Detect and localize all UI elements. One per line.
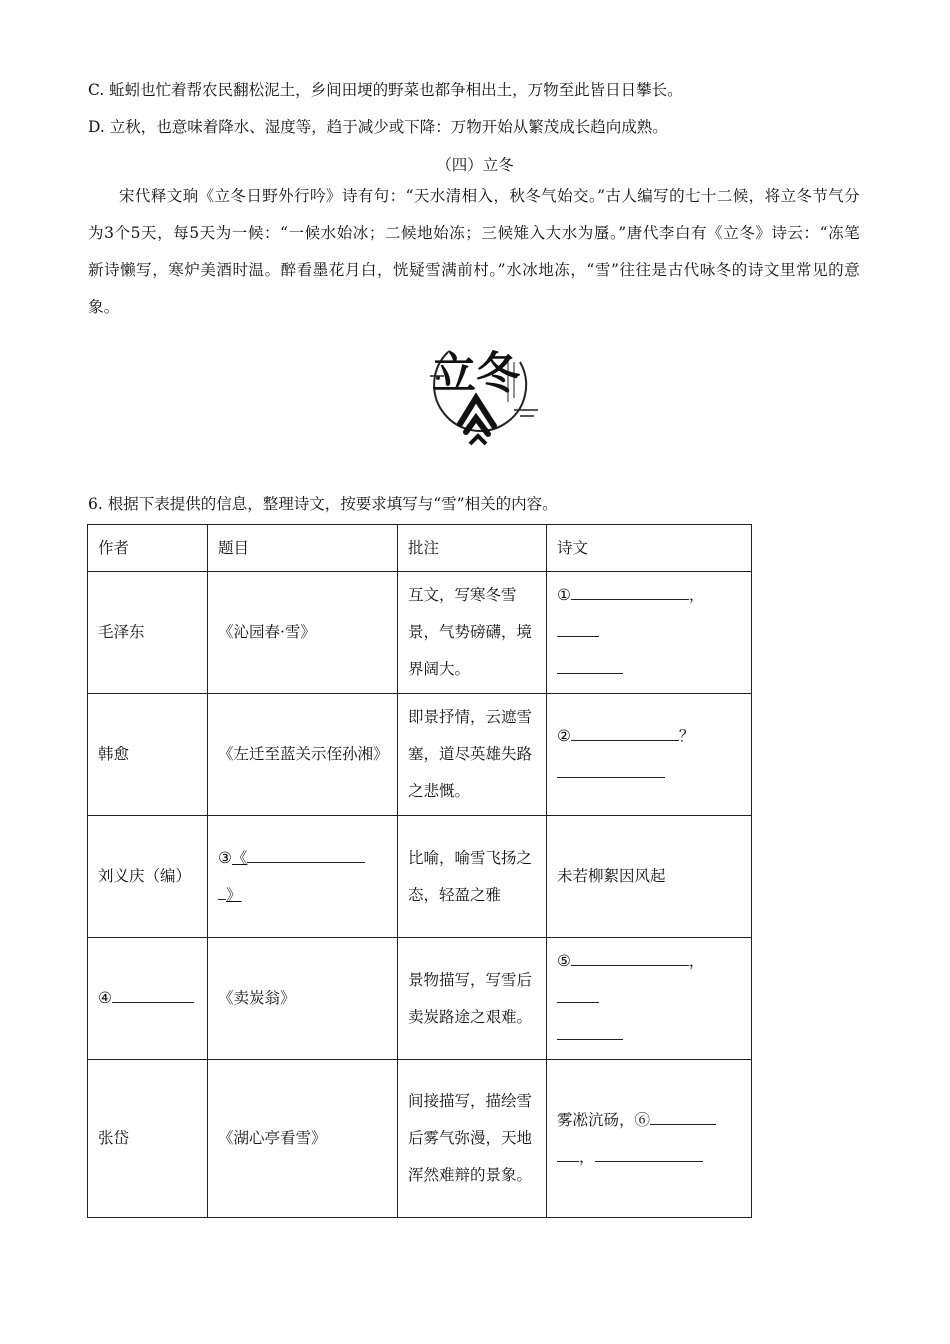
note-cell: 即景抒情，云遮雪塞，道尽英雄失路之悲慨。 bbox=[398, 694, 547, 816]
poem-cell bbox=[547, 694, 752, 816]
title-open-bracket: 《 bbox=[231, 848, 248, 867]
intro-paragraph: 宋代释文珦《立冬日野外行吟》诗有句：“天水清相入，秋冬气始交。”古人编写的七十二候，将立冬节气分为3个5天，每5天为一候：“一候水始冰；二候地始冻；三候雉入大水为蜃。”唐代李白有《立冬》诗云：“冻笔新诗懒写，寒炉美酒时温。醉看墨花月白，恍疑雪满前村。”水冰地冻，“雪”往往是古代咏冬的诗文里常见的意象。 bbox=[88, 187, 860, 316]
note-cell: 比喻，喻雪飞扬之态，轻盈之雅 bbox=[398, 816, 547, 938]
table-row bbox=[88, 572, 752, 694]
option-c: C. 蚯蚓也忙着帮农民翻松泥土，乡间田埂的野菜也都争相出土，万物至此皆日日攀长。 bbox=[88, 81, 683, 99]
question-6: 6. 根据下表提供的信息，整理诗文，按要求填写与“雪”相关的内容。 bbox=[88, 495, 558, 513]
snow-poem-table bbox=[87, 524, 752, 1218]
answer-blank-6a[interactable] bbox=[650, 1106, 716, 1125]
punctuation: ？ bbox=[678, 726, 695, 745]
poem-cell: 未若柳絮因风起 bbox=[547, 816, 752, 938]
answer-blank-4[interactable] bbox=[112, 984, 194, 1003]
option-d: D. 立秋，也意味着降水、湿度等，趋于减少或下降：万物开始从繁茂成长趋向成熟。 bbox=[88, 118, 668, 136]
blank-marker: ① bbox=[557, 586, 571, 604]
answer-blank-1c[interactable] bbox=[557, 655, 623, 674]
table-row bbox=[88, 694, 752, 816]
answer-blank-1b[interactable] bbox=[557, 618, 599, 637]
answer-blank-3b[interactable] bbox=[218, 881, 226, 900]
header-title: 题目 bbox=[208, 525, 398, 572]
title-cell: 《湖心亭看雪》 bbox=[208, 1060, 398, 1218]
poem-cell bbox=[547, 938, 752, 1060]
punctuation: ， bbox=[688, 586, 705, 604]
poem-cell bbox=[547, 1060, 752, 1218]
blank-marker: ② bbox=[557, 726, 571, 745]
poem-text: 雾凇沆砀， bbox=[557, 1110, 635, 1129]
title-cell: 《左迁至蓝关示侄孙湘》 bbox=[208, 694, 398, 816]
title-cell: 《卖炭翁》 bbox=[208, 938, 398, 1060]
lidong-calligraphy-logo bbox=[408, 332, 544, 454]
title-cell bbox=[208, 816, 398, 938]
author-cell: 韩愈 bbox=[88, 694, 208, 816]
answer-blank-5c[interactable] bbox=[557, 1021, 623, 1040]
punctuation: ， bbox=[688, 952, 705, 970]
author-cell bbox=[88, 938, 208, 1060]
author-cell: 毛泽东 bbox=[88, 572, 208, 694]
title-cell: 《沁园春·雪》 bbox=[208, 572, 398, 694]
answer-blank-3[interactable] bbox=[247, 844, 365, 863]
table-row bbox=[88, 938, 752, 1060]
answer-blank-1a[interactable] bbox=[571, 581, 689, 600]
answer-blank-6c[interactable] bbox=[595, 1143, 703, 1162]
note-cell: 间接描写，描绘雪后雾气弥漫，天地浑然难辩的景象。 bbox=[398, 1060, 547, 1218]
author-cell: 张岱 bbox=[88, 1060, 208, 1218]
header-poem: 诗文 bbox=[547, 525, 752, 572]
answer-blank-6b[interactable] bbox=[557, 1143, 579, 1162]
answer-blank-2a[interactable] bbox=[571, 722, 679, 741]
answer-blank-2b[interactable] bbox=[557, 759, 665, 778]
author-cell: 刘义庆（编） bbox=[88, 816, 208, 938]
header-note: 批注 bbox=[398, 525, 547, 572]
note-cell: 互文，写寒冬雪景，气势磅礴，境界阔大。 bbox=[398, 572, 547, 694]
answer-blank-5b[interactable] bbox=[557, 984, 599, 1003]
table-header-row bbox=[88, 525, 752, 572]
blank-marker: ④ bbox=[98, 989, 112, 1007]
note-cell: 景物描写，写雪后卖炭路途之艰难。 bbox=[398, 938, 547, 1060]
blank-marker: ⑥ bbox=[634, 1110, 651, 1129]
blank-marker: ⑤ bbox=[557, 952, 571, 970]
table-row bbox=[88, 1060, 752, 1218]
logo-char-li: 立冬 bbox=[432, 348, 520, 399]
poem-cell bbox=[547, 572, 752, 694]
punctuation: ， bbox=[579, 1147, 595, 1166]
title-close-bracket: 》 bbox=[226, 885, 242, 904]
section-title: （四）立冬 bbox=[436, 156, 514, 174]
blank-marker: ③ bbox=[218, 848, 232, 867]
header-author: 作者 bbox=[88, 525, 208, 572]
table-row bbox=[88, 816, 752, 938]
answer-blank-5a[interactable] bbox=[571, 947, 689, 966]
